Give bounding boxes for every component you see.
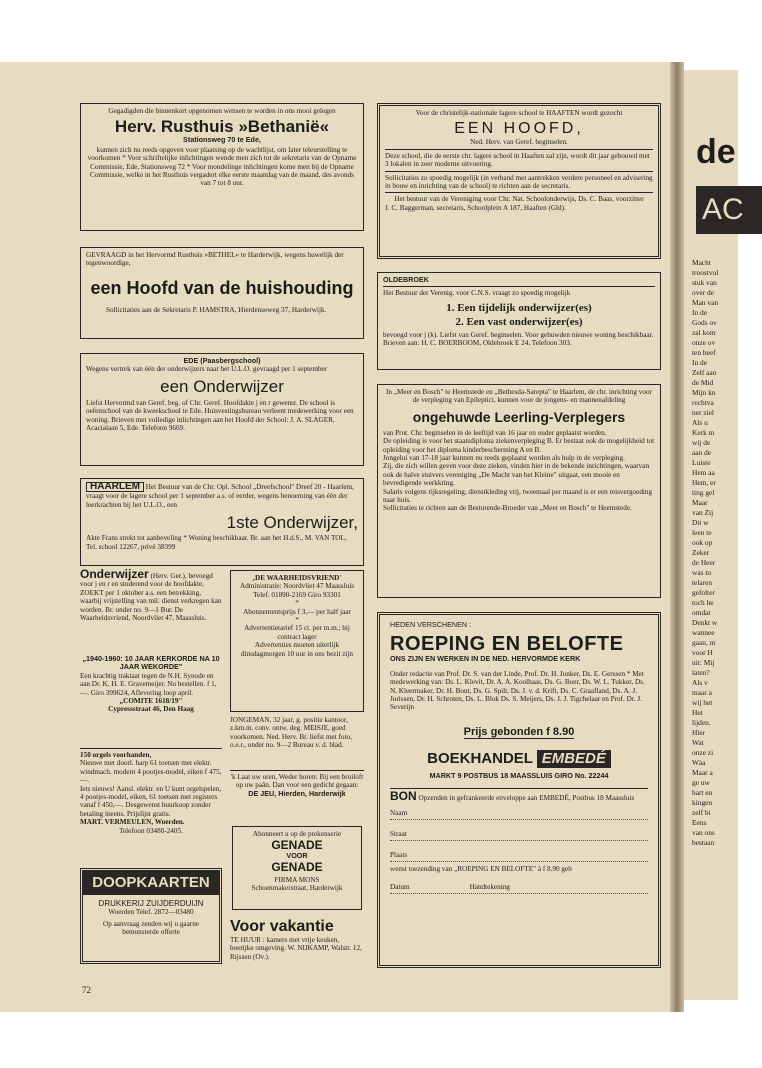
right-page-line: Eens	[692, 818, 707, 827]
right-page-line: onze zi	[692, 748, 714, 757]
right-page-line: Wàa	[692, 758, 706, 767]
rusthuis-intro: Gegadigden die binnenkort opgenomen wensen te worden in ons mooi gelegen	[108, 107, 336, 115]
heemstede-body4: Zij, die zich willen geven voor deze zieken, vinden hier in de bekende inrichtingen, waarvan ook de halve stuivers vereniging „De Macht van het Kleine" uitgaat, een mooie en bevredigende werkkring.	[383, 462, 650, 488]
roeping-title: ROEPING EN BELOFTE	[390, 633, 624, 656]
right-page-line: In de	[692, 358, 707, 367]
genade-mid: VOOR	[286, 851, 308, 861]
kerkorde-body: Een krachtig traktaat tegen de N.H. Synode en aan Dr. K. H. E. Gravemeijer. Nu bestellen. f 1,—. Giro 399624, Aflevering loop april.	[80, 671, 217, 697]
ad-waarheidsvriend	[230, 570, 364, 712]
huishouding-intro: GEVRAAGD in het Hervormd Rusthuis »BETHEL« te Harderwijk, wegens huwelijk der tegenwoordige,	[86, 251, 344, 268]
roeping-intro: HEDEN VERSCHENEN :	[390, 620, 472, 629]
right-page-line: Kerk m	[692, 428, 715, 437]
onderwijzer-title: Onderwijzer	[80, 567, 149, 581]
right-page-line: ner ziel	[692, 408, 714, 417]
haaften-sub: Ned. Herv. van Geref. beginselen.	[470, 138, 568, 147]
right-page-line: de Mid	[692, 378, 714, 387]
right-page-line: bestaan	[692, 838, 715, 847]
ad-haarlem-onderwijzer	[80, 478, 364, 566]
page-gutter	[670, 62, 684, 1012]
genade-address: Schoenmakerstraat, Harderwijk	[251, 884, 343, 893]
doopkaarten-printer: DRUKKERIJ ZUIJDERDUIJN	[98, 899, 204, 908]
vakantie-body: TE HUUR : kamers met vrije keuken, boerijke omgeving. W. NIJKAMP, Walstr. 12, Rijssen (Ov.).	[230, 936, 362, 961]
haaften-title: EEN HOOFD,	[454, 120, 584, 138]
right-page-line: laten?	[692, 668, 710, 677]
right-page-line: rechtva	[692, 398, 714, 407]
ad-genade-voor-genade	[232, 826, 362, 910]
bon-wenst: wenst toezending van „ROEPING EN BELOFTE" à f 8.90 geb	[390, 864, 572, 873]
oldebroek-item1: 1. Een tijdelijk onderwijzer(es)	[446, 301, 592, 314]
waarheidsvriend-admin: Administratie: Noordvliet 47 Maassluis Telef. 01890-2169 Giro 93301	[240, 582, 354, 599]
kerkorde-title: „1940-1960: 10 JAAR KERKORDE NA 10 JAAR WEKORDE"	[82, 654, 220, 672]
right-page-line: Maar	[692, 498, 708, 507]
waarheidsvriend-abo: Abonnementsprijs f 3,— per half jaar	[243, 607, 351, 616]
divider	[385, 149, 653, 150]
ad-rusthuis-bethanie	[80, 103, 364, 231]
right-page-line: wij het	[692, 698, 713, 707]
bon-text: Opzenden in gefrankeerde enveloppe aan EMBEDÉ, Postbus 18 Maassluis	[418, 794, 635, 803]
ad-huishouding	[80, 247, 364, 339]
right-page-line: uit: Mij	[692, 658, 715, 667]
right-page-line: was to	[692, 568, 712, 577]
oldebroek-intro: Het Bestuur der Verenig. voor C.N.S. vraagt zo spoedig mogelijk	[383, 289, 571, 298]
orgels-title: 150 orgels voorhanden,	[80, 751, 152, 759]
oldebroek-item2: 2. Een vast onderwijzer(es)	[455, 315, 583, 328]
laat-name: DE JEU, Hierden, Harderwijk	[248, 788, 346, 798]
huishouding-title: een Hoofd van de huishouding	[90, 277, 354, 298]
waarheidsvriend-advert: Advertentietarief 15 ct. per m.m.; bij contract lager	[244, 624, 350, 641]
genade-title1: GENADE	[271, 838, 323, 853]
right-page-line: lijden.	[692, 718, 711, 727]
ad-orgels	[80, 748, 222, 863]
right-page-line: Luiste	[692, 458, 711, 467]
ede-head: EDE (Paasbergschool)	[183, 356, 261, 365]
heemstede-body3: Jongelui van 17-18 jaar kunnen nu reeds geplaatst worden als hulp in de verpleging.	[383, 454, 625, 463]
heemstede-intro: In „Meer en Bosch" te Heemstede en „Bethesda-Sarepta" te Haarlem, de chr. inrichting voor de verpleging van Epileptici, kunnen voor de jongens- en mannenafdeling	[386, 388, 652, 405]
right-page-line: stuk van	[692, 278, 717, 287]
right-page-line: Hier	[692, 728, 706, 737]
oldebroek-place: OLDEBROEK	[383, 275, 429, 284]
right-page-line: Als u	[692, 418, 708, 427]
separator-star: *	[295, 599, 299, 608]
right-page-line: aan de	[692, 448, 712, 457]
right-page-line: maar a	[692, 688, 712, 697]
ad-ede-onderwijzer	[80, 353, 364, 466]
genade-intro: Abonneert u op de prekenserie	[252, 830, 342, 838]
kerkorde-address: Cypressstraat 46, Den Haag	[108, 705, 194, 714]
haarlem-intro: Het Bestuur van de Chr. Opl. School „Dreefschool" Dreef 20 - Haarlem, vraagt voor de lagere school per 1 september a.s. of eerder, wegens benoeming van één der leerkrachten bij het U.L.O., een	[86, 483, 354, 509]
genade-title2: GENADE	[271, 859, 323, 874]
right-page-line: ting gel	[692, 488, 715, 497]
roeping-body: Onder redactie van Prof. Dr. S. van der Linde, Prof. Dr. H. Jonker, Ds. E. Gerssen * Met medewerking van: Ds. L. Klevit, Dr. A. A. Koolhaas, Ds. G. Boer, Ds. W. L. Tukker, Ds. N. Kleermaker, Dr. H. Bout, Ds. G. Spilt, Ds. J. v. d. Krift, Ds. C. Graafland, Ds. A. J. Jorissen, Dr. H. Schroten, Ds. L. Blok Ds. S. Meijers, Ds. J. J. Tigchelaar en Prof. Dr. J. Severijn	[390, 669, 645, 712]
waarheidsvriend-deadline: Advertenties moeten uiterlijk dinsdagmorgen 10 uur in ons bezit zijn	[240, 641, 354, 658]
doopkaarten-title: DOOPKAARTEN	[83, 871, 219, 895]
ede-body: Liefst Hervormd van Geref. beg. of Chr. Geref. Hoofdakte j en r gewenst. De school is oefenschool van de kweekschool te Ede. Huisvestingsbureau verleent medewerking voor een woning. Brieven met volledige inlichtingen aan het Hoofd der School: J. A. SLAGER, Acacialaan 5, Ede. Telefoon 9669.	[86, 398, 354, 433]
ede-intro: Wegens vertrek van één der onderwijzers naar het U.L.O. gevraagd per 1 september	[86, 365, 328, 374]
right-page-line: zelf bi	[692, 808, 711, 817]
vakantie-title: Voor vakantie	[230, 918, 334, 935]
right-page-line: gaan, m	[692, 638, 716, 647]
haaften-body4: J. C. Baggerman, secretaris, Schoolplein A 187, Haaften (Gld).	[385, 203, 566, 212]
right-page-line: de Heer	[692, 558, 716, 567]
right-page-line: Wat	[692, 738, 704, 747]
roeping-shop-address: MARKT 9 POSTBUS 18 MAASSLUIS GIRO No. 22244	[429, 770, 609, 780]
right-page-line: troostvol	[692, 268, 719, 277]
haarlem-title: 1ste Onderwijzer,	[226, 513, 358, 533]
right-page-line: Dit w	[692, 518, 709, 527]
ad-doopkaarten	[80, 868, 222, 964]
roeping-sub: ONS ZIJN EN WERKEN IN DE NED. HERVORMDE KERK	[390, 654, 581, 664]
right-page	[684, 70, 744, 1000]
right-page-line: Hem aa	[692, 468, 715, 477]
haarlem-place: HAARLEM	[86, 482, 144, 492]
ad-roeping-en-belofte	[377, 612, 661, 968]
ad-kerkorde	[80, 655, 222, 740]
bon-handtekening-field[interactable]: Handtekening	[469, 883, 510, 892]
right-page-line: leen te	[692, 528, 712, 537]
heemstede-title: ongehuwde Leerling-Verplegers	[412, 408, 626, 425]
kerkorde-committee: „COMITE 1618/19"	[119, 697, 183, 706]
right-page-line: Zeker	[692, 548, 710, 557]
oldebroek-body: bevoegd voor j (k). Liefst van Geref. beginselen. Voor gehuwden nieuwe woning beschikbaar. Brieven aan: H. C. BOERBOOM, Oldebroek E 24, Telefoon 303.	[383, 330, 654, 348]
right-page-line: kingen	[692, 798, 713, 807]
heemstede-body1: van Prot. Chr. beginselen in de leeftijd van 16 jaar en ouder geplaatst worden.	[383, 428, 607, 437]
right-page-line: Als v	[692, 678, 708, 687]
ad-heemstede-verplegers	[377, 384, 661, 598]
right-page-line: onze ov	[692, 338, 716, 347]
ad-oldebroek	[377, 272, 661, 370]
right-page-line: Gods ov	[692, 318, 717, 327]
right-page-line: Hem, er	[692, 478, 716, 487]
bon-naam-field[interactable]: Naam	[390, 807, 648, 820]
orgels-phone: Telefoon 03480-2405.	[119, 826, 183, 835]
right-page-column	[692, 258, 738, 848]
right-page-line: ten heef	[692, 348, 716, 357]
page-number: 72	[82, 985, 91, 995]
right-page-box: AC	[696, 186, 762, 234]
right-page-line: wij de	[692, 438, 711, 447]
right-page-line: Zelf aan	[692, 368, 717, 377]
embede-logo: EMBEDÉ	[537, 750, 611, 768]
right-page-line: In de	[692, 308, 707, 317]
right-page-line: gefolter	[692, 588, 715, 597]
orgels-seller: MART. VERMEULEN, Woerden.	[80, 818, 185, 827]
rusthuis-title: Herv. Rusthuis »Bethanië«	[114, 117, 330, 137]
ad-jongeman	[230, 716, 364, 766]
right-page-line: toch he	[692, 598, 714, 607]
bon-label: BON	[390, 789, 417, 804]
orgels-body2: Iets nieuws! Aansl. elektr. en U kunt orgelspelen, 4 pootjes-model, eiken, 61 toetsen met registers vanaf f 450,—. Desgewenst huurkoop zonder betaling ineens. Prijslijst gratis.	[80, 784, 222, 818]
right-page-line: zal kom	[692, 328, 716, 337]
ad-voor-vakantie	[230, 918, 364, 968]
orgels-body1: Nieuwe met doorl. harp 61 toetsen met elektr. windmach. modern 4 pootjes-model, eiken f 475,—.	[80, 759, 222, 785]
divider	[390, 788, 648, 789]
roeping-price: Prijs gebonden f 8.90	[463, 725, 575, 738]
heemstede-body5: Salaris volgens rijksregeling, dienstkleding vrij, tweemaal per maand is er een reisvergoeding naar huis.	[383, 487, 653, 505]
right-page-line: van Zij	[692, 508, 714, 517]
right-page-line: over de	[692, 288, 714, 297]
right-page-line: ook op	[692, 538, 713, 547]
right-page-line: Man van	[692, 298, 719, 307]
laat-body: 'k Laat uw oren, Weder horen: Bij een bruiloft op uw paân. Dan voor een gedicht gegaan:	[230, 773, 364, 790]
haaften-body3: Het bestuur van de Vereniging voor Chr. Nat. Schoolonderwijs, Ds. C. Baas, voorzitter	[394, 195, 644, 204]
right-page-line: wannee	[692, 628, 715, 637]
huishouding-body: Sollicitaties aan de Sekretaris P. HAMSTRA, Hierdenseweg 37, Harderwijk.	[106, 305, 327, 314]
waarheidsvriend-title: ‚DE WAARHEIDSVRIEND'	[252, 574, 342, 582]
doopkaarten-place: Woerden Telef. 2872—03480	[108, 908, 194, 917]
heemstede-body2: De opleiding is voor het staatsdiploma ziekenverpleging B. Er bestaat ook de mogelijkheid tot opleiding voor het diploma kinderbescherming A en B.	[383, 437, 655, 454]
ad-onderwijzer-zoekt	[80, 567, 222, 650]
right-page-line: hart en	[692, 788, 713, 797]
genade-firm: FIRMA MONS	[274, 875, 320, 884]
onderwijzer-body: (Herv. Ger.), bevoegd voor j en r en studerend voor de hoofdakte, ZOEKT per 1 oktober a.s. een betrekking, waarbij vrijstelling van mil. dienst verkregen kan worden. Br. onder no. 9—1 Bur. De Waarheidsvriend, Noordvliet 47, Maassluis.	[80, 572, 222, 623]
divider	[383, 286, 655, 287]
roeping-shop: BOEKHANDEL	[427, 749, 533, 767]
bon-datum-field[interactable]: Datum	[390, 883, 410, 892]
rusthuis-body: kunnen zich nu reeds opgeven voor plaatsing op de wachtlijst, om later teleurstelling te voorkomen * Voor schriftelijke inlichtingen wende men zich tot de sekretaris van de Opname Commissie, Ede, Stationsweg 72 * Voor mondelinge inlichtingen kome men bij de Opname Commissie, welke in het Rusthuis vergadert elke eerste maandag van de maand, des avonds van 7 tot 8 uur.	[87, 145, 357, 188]
right-page-line: van ons	[692, 828, 715, 837]
ad-haaften-hoofd	[377, 103, 661, 259]
haaften-body2: Sollicitaties zo spoedig mogelijk (in verband met aantrekken verdere personeel en advisering in bouw en inrichting van de school) te richten aan de secretaris.	[385, 173, 653, 191]
bon-straat-field[interactable]: Straat	[390, 828, 648, 841]
ede-title: een Onderwijzer	[160, 376, 284, 396]
divider	[385, 171, 653, 172]
right-page-heading: de	[696, 133, 736, 171]
right-page-line: Maar a	[692, 768, 713, 777]
rusthuis-address: Stationsweg 70 te Ede,	[183, 135, 261, 145]
haaften-intro: Voor de christelijk-nationale lagere school te HAAFTEN wordt gezocht	[415, 109, 623, 117]
haaften-body1: Deze school, die de eerste chr. lagere school in Haaften zal zijn, wordt dit jaar gebouwd met 3 lokalen in zeer moderne uitvoering.	[385, 151, 650, 169]
right-page-line: Denkt w	[692, 618, 718, 627]
right-page-line: telaren	[692, 578, 713, 587]
ad-laat-uw-oren	[230, 770, 364, 825]
separator-star: *	[295, 616, 299, 625]
right-page-line: Macht	[692, 258, 711, 267]
right-page-line: Mijn kn	[692, 388, 716, 397]
haarlem-body: Akte Frans strekt tot aanbeveling * Woning beschikbaar. Br. aan het H.d.S., M. VAN TOL, Tel. school 12267, privé 38399	[86, 534, 347, 551]
jongeman-body: JONGEMAN, 32 jaar, g. positie kantoor, z.km.m. conv. ontw. deg. MEISJE, goed voorkomen. Ned. Herv. Br. liefst met foto, o.e.r., onder no. 9—2 Bureau v. d. blad.	[230, 716, 352, 750]
right-page-line: voor H	[692, 648, 713, 657]
divider	[385, 192, 653, 193]
heemstede-body6: Sollicitaties te richten aan de Besturende-Broeder van „Meer en Bosch" te Heemstede.	[383, 504, 632, 513]
bon-plaats-field[interactable]: Plaats	[390, 849, 648, 862]
right-page-line: ge uw	[692, 778, 710, 787]
right-page-line: Het	[692, 708, 703, 717]
right-page-line: omdat	[692, 608, 711, 617]
doopkaarten-body: Op aanvraag zenden wij u gaarne bemonsterde offerte	[103, 919, 199, 937]
